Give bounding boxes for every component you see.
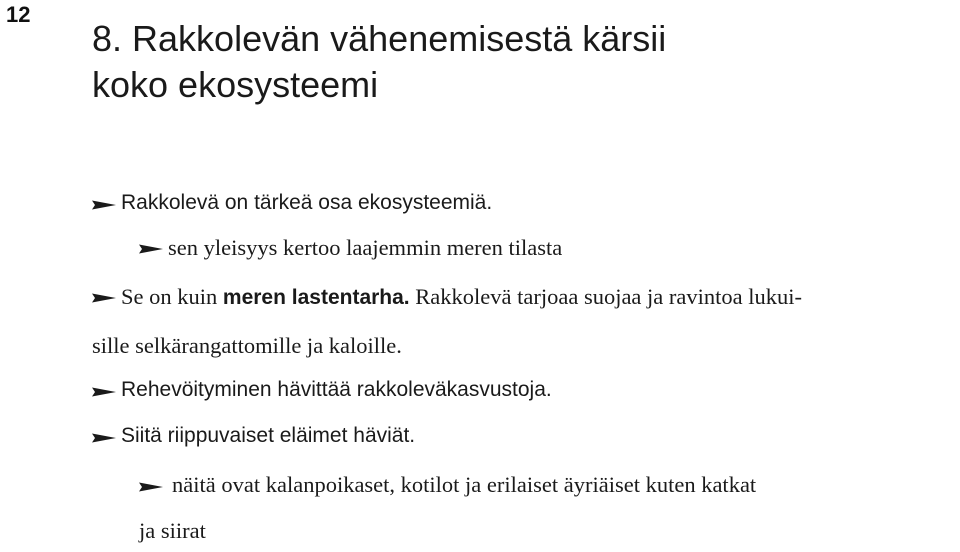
pointer-triangle-icon <box>139 481 163 493</box>
pointer-triangle-icon <box>92 292 116 304</box>
bullet-item-1: Rakkolevä on tärkeä osa ekosysteemiä. <box>121 191 493 214</box>
bullet-item-2-continuation: sille selkärangattomille ja kaloille. <box>92 333 402 358</box>
bullet-item-4: Siitä riippuvaiset eläimet häviät. <box>121 424 416 447</box>
bullet-item-2-emphasis: meren lastentarha. <box>222 286 410 309</box>
page-title <box>92 16 852 108</box>
pointer-triangle-icon <box>139 243 163 255</box>
title-line-2: koko ekosysteemi <box>92 64 379 105</box>
pointer-triangle-icon <box>92 199 116 211</box>
bullet-item-3: Rehevöityminen hävittää rakkoleväkasvustoja. <box>121 378 552 401</box>
bullet-item-2 <box>121 284 802 310</box>
page-number: 12 <box>6 2 31 27</box>
pointer-triangle-icon <box>92 432 116 444</box>
bullet-item-2-rest: Rakkolevä tarjoaa suojaa ja ravintoa lukui- <box>409 284 802 309</box>
pointer-triangle-icon <box>92 386 116 398</box>
bullet-item-2-intro: Se on kuin <box>121 284 223 309</box>
sub-bullet-item-4-continuation: ja siirat <box>139 518 206 543</box>
sub-bullet-item-1: sen yleisyys kertoo laajemmin meren tilasta <box>168 235 563 260</box>
title-line-1: 8. Rakkolevän vähenemisestä kärsii <box>92 18 667 59</box>
sub-bullet-item-4: näitä ovat kalanpoikaset, kotilot ja erilaiset äyriäiset kuten katkat <box>172 472 757 497</box>
